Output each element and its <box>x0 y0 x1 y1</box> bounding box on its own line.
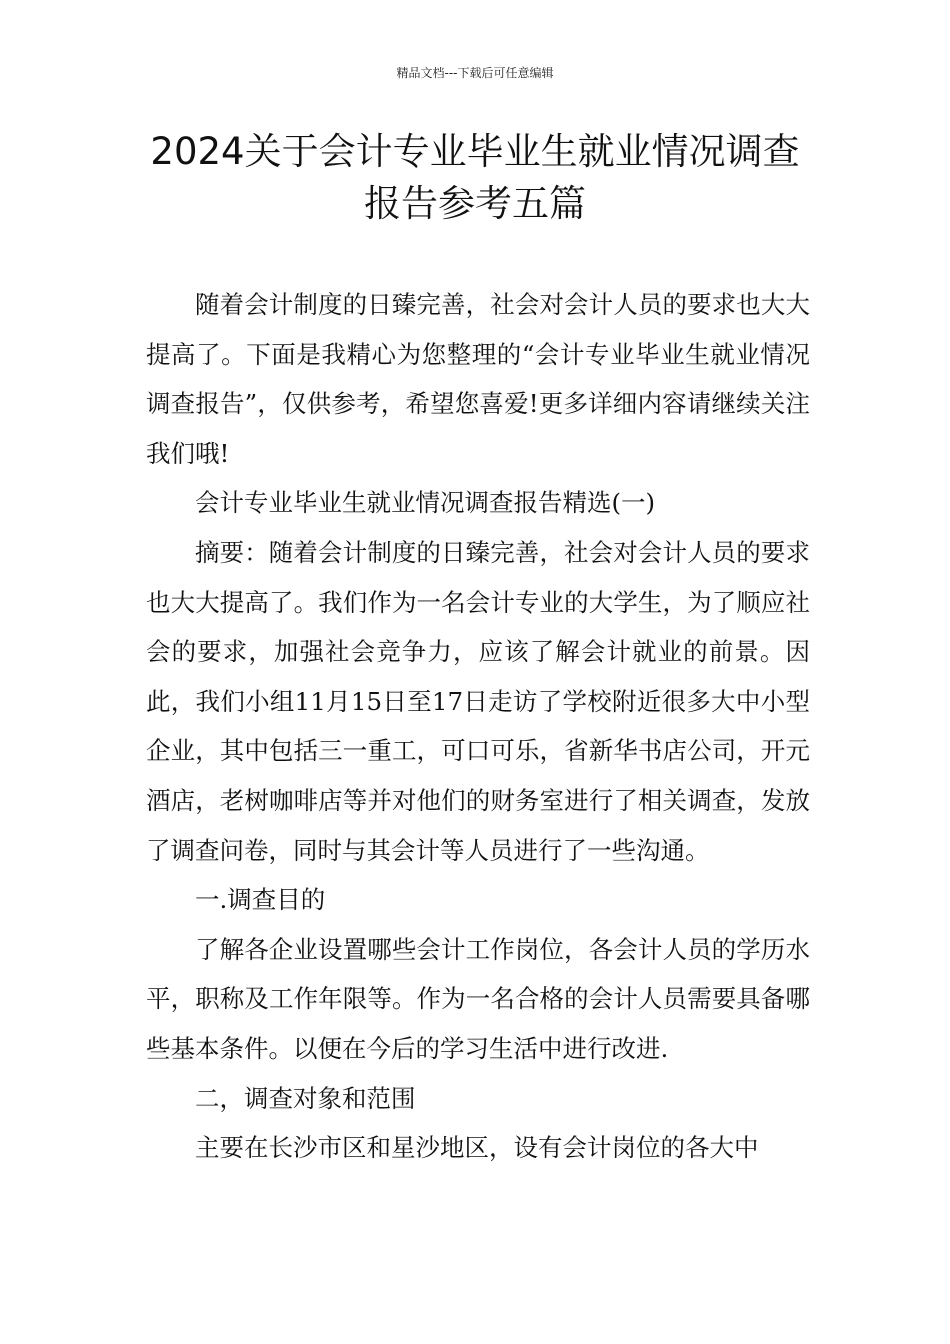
subheading-scope: 二，调查对象和范围 <box>195 1083 416 1113</box>
title-line-2: 报告参考五篇 <box>364 182 586 225</box>
subheading-purpose: 一.调查目的 <box>195 885 326 915</box>
purpose-paragraph: 了解各企业设置哪些会计工作岗位，各会计人员的学历水平，职称及工作年限等。作为一名合格的会计人员需要具备哪些基本条件。以便在今后的学习生活中进行改进. <box>146 934 810 1063</box>
page-header: 精品文档---下载后可任意编辑 <box>396 66 554 80</box>
scope-paragraph: 主要在长沙市区和星沙地区，设有会计岗位的各大中 <box>195 1133 759 1163</box>
document-title <box>120 126 830 230</box>
abstract-paragraph: 摘要：随着会计制度的日臻完善，社会对会计人员的要求也大大提高了。我们作为一名会计专业的大学生，为了顺应社会的要求，加强社会竞争力，应该了解会计就业的前景。因此，我们小组11月15日至17日走访了学校附近很多大中小型企业，其中包括三一重工，可口可乐，省新华书店公司，开元酒店，老树咖啡店等并对他们的财务室进行了相关调查，发放了调查问卷，同时与其会计等人员进行了一些沟通。 <box>146 537 810 865</box>
section-heading: 会计专业毕业生就业情况调查报告精选(一) <box>195 488 656 518</box>
document-body <box>146 280 810 1173</box>
intro-paragraph: 随着会计制度的日臻完善，社会对会计人员的要求也大大提高了。下面是我精心为您整理的“会计专业毕业生就业情况调查报告”，仅供参考，希望您喜爱!更多详细内容请继续关注我们哦! <box>146 290 810 468</box>
title-line-1: 2024关于会计专业毕业生就业情况调查 <box>150 130 800 173</box>
